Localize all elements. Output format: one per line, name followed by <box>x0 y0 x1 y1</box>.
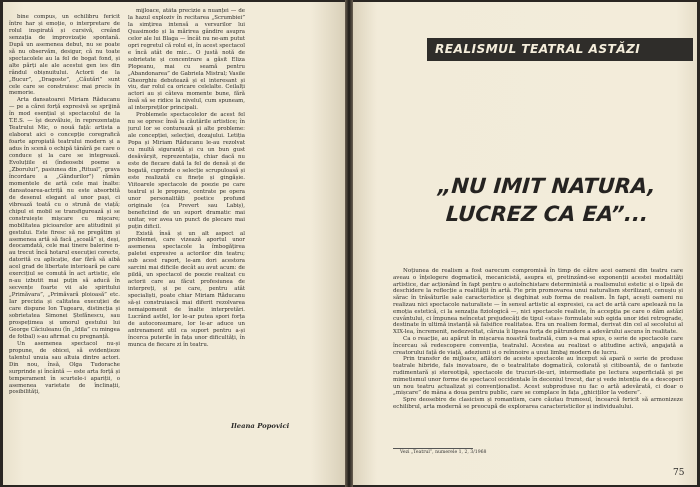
paragraph: Problemele spectacolelor de acest fel nu se opresc însă la căutările artistice; în jurul lor se conturează și alte probleme: ale concepției, selecției, dozajului. Letiția Popa și Miriam Răducanu le-au rezolvat cu multă siguranță și cu un bun gust desăvârșit, reprezentația, chiar dacă nu este de fiecare dată la fel de densă și de bogată, cuprinde o selecție scrupuloasă și este realizată cu finețe și gingășie. Viitoarele spectacole de poezie pe care teatrul și le propune, centrate pe opera unor personalități poetice profund originale (ca Prevert sau Labiș), beneficiind de un suport dramatic mai unitar, vor avea un punct de plecare mai puțin dificil. <box>128 112 245 230</box>
footnote: Vezi „Teatrul”, numerele 1, 2, 3/1968 <box>400 450 487 455</box>
paragraph: bine compus, un echilibru fericit între har și emoție, o interpretare de rolul inspirată și cursivă, creând senzația de improvizație spontană. După un asemenea debut, nu se poate să nu observăm, desigur, că nu toate spectacolele au la fel de bogat fond, și alte părți ale ale acestui gen ies din rândul obișnuitului. Actorii de la „Bucur”, „Dragoste”, „Căutări” sunt cele care se construiesc mai precis în memorie. <box>9 14 120 97</box>
book-gutter <box>345 0 353 487</box>
paragraph: Spre deosebire de clasicism și romantism, care căutau frumosul, încearcă fericit să armonizeze echilibrul, arta modernă se preocupă de explorarea caracteristicilor și individualului. <box>393 397 683 410</box>
article-headline <box>435 172 689 228</box>
paragraph: Un asemenea spectacol nu-și propune, de obicei, să evidențieze talentul unuia sau altuia dintre actori. Din nou, însă, Olga Tudorache surprinde și încântă — este arta forță și temperament în scurtele-i apariții, o asemenea varietate de înclinații, posibilități, <box>9 340 120 396</box>
left-page <box>3 2 345 485</box>
column-middle <box>128 8 245 474</box>
section-rubric: REALISMUL TEATRAL ASTĂZI <box>427 38 693 61</box>
paragraph: mijloace, atâta precizie a nuanței — de la hazul exploziv în recitarea „Scrumbiei” la simțirea intensă a versurilor lui Quasimodo și la mărirea gândire asupra celor ale lui Blaga — încât nu ne-am putut opri regretul că rolul ei, în acest spectacol e încă atât de mic... O justă notă de sobrietate și concentrare a găsit Eliza Plopeanu, mai cu seamă pentru „Abandonarea” de Gabriela Mistral; Vasile Gheorghiu debutează și el interesant și viu, dar rolul ca oricare celelalte. Ceilalți actori au și câteva momente bune, fără însă să se ridice la nivelul, cum spuneam, al interpreților principali. <box>128 8 245 112</box>
author-signature: Ileana Popovici <box>231 422 290 430</box>
paragraph: Există însă și un alt aspect al problemei, care vizează aportul unor asemenea spectacole la îmbogățirea paletei expresive a actorilor din teatru; sub acest raport, le-am dori acestora sarcini mai dificile decât au avut acum: de pildă, un spectacol de poezie realizat cu actorii care au făcut profesiunea de interpreți, și pe care, pentru atât specialiști, poate chiar Miriam Răducanu să-și construiască mai diferit rezolvarea nemaipomenit de înalte interpretări. Lucrând astfel, lor le-ar putea spori forța de autoconsumare, lor le-ar aduce un antrenament util ca suport pentru a-și încerca puterile în fața unor dificultăți, în munca de fiecare zi în teatru. <box>128 230 245 348</box>
page-number: 75 <box>673 468 685 478</box>
footnote-rule <box>393 448 473 449</box>
paragraph: Prin transfer de mijloace, aflători de aceste spectacole au început să apară o serie de produse teatrale hibride, fals inovatoare, de o teatralitate dogmatică, colorată și citiboantă, de o fantezie rudimentară și stereotipă, spectacole de trucuri-ile-uri, intermediate pe lectura superficială și pe mimetismul unor forme de spectacol occidentale în deceniul trecut, dar și vede intenția de a descoperi un nou teatru actualizat și convenționalist. Acest subproduse nu fac o artă adevărată, ci doar o „mișcare” de mâna a doua pentru public, care se complace în fața „ghiciților la vedere”. <box>393 356 683 397</box>
headline-line: „NU IMIT NATURA, <box>437 174 657 198</box>
paragraph: Arta dansatoarei Miriam Răducanu — pe a cărei forță expresivă se sprijină în mod esențial și spectacolul de la T.E.S. — își dezvăluie, în reprezentația Teatrului Mic, o nouă față: artista a elaborat aici o concepție coregrafică foarte apropiată teatrului modern și a adus în scenă o echipă tânără pe care o conduce și la care se integrează. Evoluțiile ei (îndeosebi poeme a „Zborului”, pasiunea din „Ritual”, grava încordare a „Gândurilor”) rămân momentele de artă cele mai înalte: dansatoarea-actriță nu este absorbită de desenul elegant al unor pași, ci vibrează toată cu o strună de viață; chipul ei mobil se transfigurează și se construiește mișcare cu mișcare; mobilitatea picioarelor are atitudinii și gestului. Este firesc să ne pregătim și asemenea artă să facă „școală” și, deși, deocamdată, cele mai tinere balerine n-au trecut încă hotarul execuției corecte, datorită cu aplicație, dar fără să aibă acel grad de libertate interioară pe care exercițiul se comută în act artistic, ele n-au izbutit mai puțin să aducă în secvențe foarte vii ale spiritului „Primăvara”, „Primăvară ploioasă” etc. Iar precizia și calitatea execuției de care dispune Ion Tugearu, distincția și sobrietatea Simonei Ștefănescu, sau prospețimea și umorul gestului lui George Căciuleanu (în „Idila” cu mingea de fotbal) s-au afirmat cu pregnanță. <box>9 97 120 340</box>
headline-line: LUCREZ CA EA”... <box>445 202 650 226</box>
paragraph: Noțiunea de realism a fost oarecum compromisă în timp de către acei oameni din teatru care aveau o înțelegere dogmatică, mecanicistă, asupra ei, pretinzând-se exponenții acestei modalități artistice, dar acționând în fapt pentru o autoînchistare deterministă a realismului estetic și o lipsă de deschidere la reflecție a realității în artă. Fie prin promovarea unui naturalism sterilizant, cenușiu și sărac în trăsăturile sale caracteristice și deghinat sub forma de realism. În fapt, acești oameni nu realizau nici spectacole naturaliste — în sensul artistic al expresiei, ca act de artă care apelează nu la emoția estetică, ci la senzația fiziologică —, nici spectacole realiste, în accepția pe care o dăm astăzi cuvântului, ci împunea neîncetat prejudecăți de tipul «stas» formulate sub egida unor idei retrograde, destinate în ultimă instanță să falsifice realitatea. Era un realism formal, derivat din cel al secolului al XIX-lea, încremenit, nedezvoltat, căruia îi lipsea forța de pătrundere a adevărului ascuns în realitate. <box>393 268 683 336</box>
column-left <box>9 14 120 480</box>
paragraph: Ca o reacție, au apărut în mișcarea noastră teatrală, cum s-a mai spus, o serie de spectacole care încercau să redescopere convenția, teatralul. Acestea au realizat o atitudine activă, angajată a creatorului față de viață, adeziunii și o reînnoire a unui limbaj modern de lucru. <box>393 335 683 356</box>
right-page <box>353 2 697 485</box>
article-body <box>393 268 683 411</box>
